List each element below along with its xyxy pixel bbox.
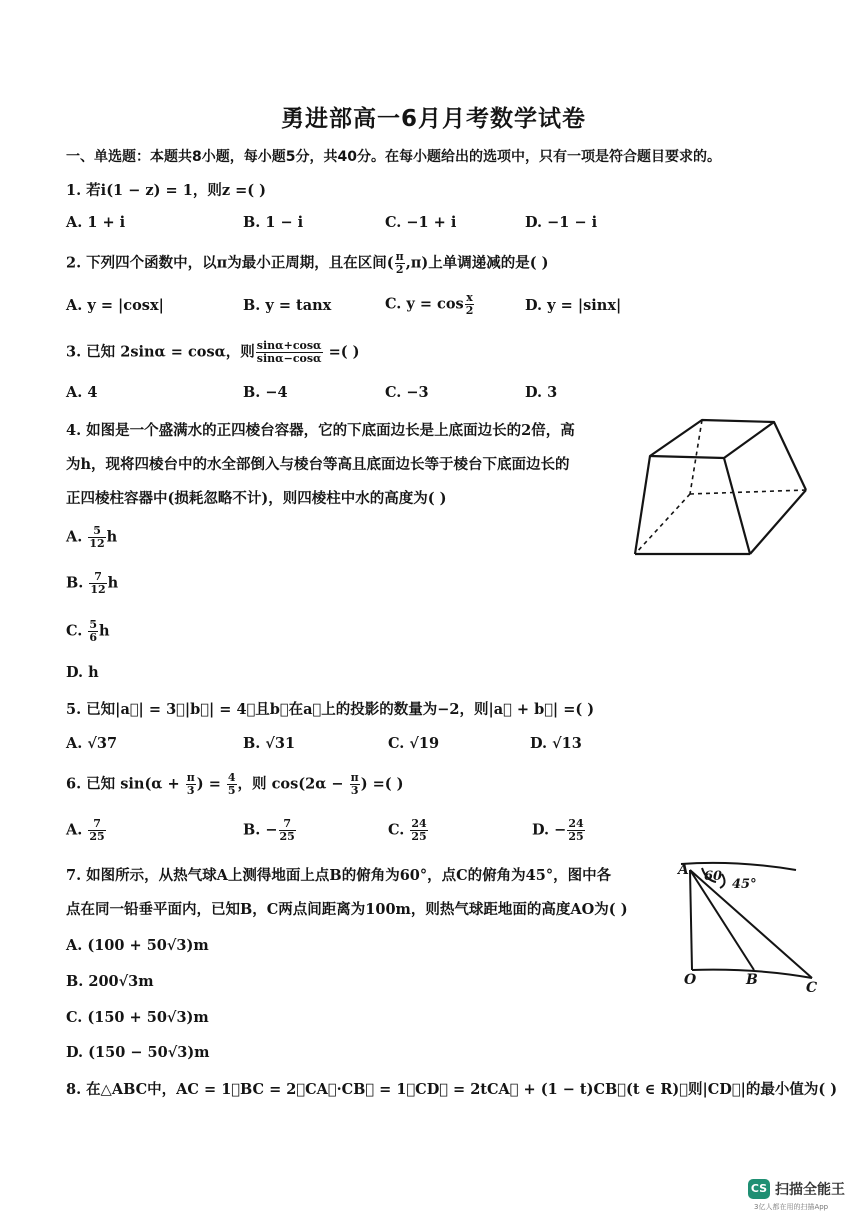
q2-stem-post: ,π)上单调递减的是( ): [405, 254, 549, 272]
label-angle-45: 45°: [732, 877, 757, 892]
vertical-ao: [690, 870, 692, 970]
q4a-fraction: [88, 525, 105, 550]
question-2-stem: [66, 251, 549, 276]
q6a-num: 7: [88, 818, 105, 831]
q4-option-b: [66, 571, 118, 596]
q6d-num: 24: [568, 817, 584, 830]
frustum-top-face: [650, 420, 774, 458]
q6-num-2: 4: [227, 771, 236, 784]
q3-option-d: D. 3: [525, 384, 558, 401]
q2-optc-text: C. y = cos: [385, 295, 464, 313]
q5-option-a: A. √37: [66, 735, 118, 752]
q6-num-3: π: [350, 771, 359, 784]
question-4-line-1: 4. 如图是一个盛满水的正四棱台容器，它的下底面边长是上底面边长的2倍，高: [66, 422, 575, 439]
q6-frac-2: [227, 772, 237, 797]
q3-frac-num: sinα+cosα: [256, 339, 322, 352]
question-1-stem: 1. 若i(1 − z) = 1，则z =( ): [66, 182, 267, 199]
q6-den-2: 5: [227, 784, 236, 797]
label-a: A: [678, 862, 689, 878]
frustum-hidden-back: [690, 490, 806, 494]
q2-frac-den: 2: [395, 263, 404, 276]
question-4-line-3: 正四棱柱容器中(损耗忽略不计)，则四棱柱中水的高度为( ): [66, 490, 447, 507]
q2-stem-pre: 2. 下列四个函数中，以π为最小正周期，且在区间(: [66, 254, 394, 272]
frustum-edge-front: [724, 458, 750, 554]
q6-option-d: [532, 818, 586, 843]
q6c-den: 25: [411, 830, 427, 843]
q4-option-d: D. h: [66, 664, 99, 681]
scanner-logo-icon: CS: [748, 1179, 770, 1199]
q1-option-a: A. 1 + i: [66, 214, 126, 231]
q3-option-b: B. −4: [243, 384, 288, 401]
q4b-num: 7: [89, 571, 106, 584]
q4a-pre: A.: [66, 528, 88, 546]
q4c-fraction: [88, 619, 98, 644]
q2-optc-num: x: [466, 291, 473, 304]
q6d-fraction: [567, 818, 584, 843]
question-3-stem: [66, 340, 359, 365]
q3-fraction: [256, 340, 323, 365]
q6b-num: 7: [279, 818, 296, 831]
q4b-pre: B.: [66, 574, 89, 592]
q6-frac-1: [186, 772, 196, 797]
q2-optc-den: 2: [465, 304, 474, 317]
q2-option-c: [385, 292, 475, 317]
question-5-stem: 5. 已知|a⃗| = 3，|b⃗| = 4，且b⃗在a⃗上的投影的数量为−2，则|a⃗ + b⃗| =( ): [66, 701, 595, 718]
q7-option-a: A. (100 + 50√3)m: [66, 937, 209, 954]
q7-option-c: C. (150 + 50√3)m: [66, 1009, 209, 1026]
q5-option-c: C. √19: [388, 735, 440, 752]
question-8-stem: 8. 在△ABC中，AC = 1，BC = 2，CA⃗·CB⃗ = 1，CD⃗ = 2tCA⃗ + (1 − t)CB⃗(t ∈ R)，则|CD⃗|的最小值为( ): [66, 1081, 838, 1098]
q3-option-a: A. 4: [66, 384, 98, 401]
scanner-tagline: 3亿人都在用的扫描App: [754, 1203, 829, 1211]
frustum-edge-left: [635, 456, 650, 554]
q7-option-b: B. 200√3m: [66, 973, 154, 990]
q4-option-c: [66, 619, 110, 644]
question-4-line-2: 为h，现将四棱台中的水全部倒入与棱台等高且底面边长等于棱台下底面边长的: [66, 456, 570, 473]
q4b-den: 12: [90, 583, 106, 596]
q4b-fraction: [89, 571, 106, 596]
q6-mid: ) =: [196, 775, 226, 793]
q6b-pre: B. −: [243, 821, 278, 839]
q3-option-c: C. −3: [385, 384, 429, 401]
label-angle-60: 60: [704, 869, 723, 884]
q4a-post: h: [106, 528, 118, 546]
q6b-den: 25: [279, 830, 295, 843]
section-heading: 一、单选题：本题共8小题，每小题5分，共40分。在每小题给出的选项中，只有一项是符合题目要求的。: [66, 149, 721, 165]
q1-option-c: C. −1 + i: [385, 214, 457, 231]
q6d-den: 25: [568, 830, 584, 843]
label-c: C: [806, 980, 818, 996]
q6-option-b: [243, 818, 297, 843]
q5-option-d: D. √13: [530, 735, 582, 752]
q6-post: ) =( ): [360, 775, 404, 793]
label-b: B: [746, 972, 758, 988]
q2-frac-num: π: [395, 250, 404, 263]
q6-frac-3: [350, 772, 360, 797]
question-7-line-1: 7. 如图所示，从热气球A上测得地面上点B的俯角为60°，点C的俯角为45°，图中各: [66, 867, 612, 884]
scanner-watermark: [748, 1175, 858, 1215]
scanner-app-name: 扫描全能王: [775, 1182, 845, 1198]
q6a-fraction: [88, 818, 105, 843]
q6c-num: 24: [411, 817, 427, 830]
frustum-figure: [630, 412, 815, 562]
frustum-edge-right: [774, 422, 806, 490]
q6-option-c: [388, 818, 429, 843]
q3-stem-pre: 3. 已知 2sinα = cosα，则: [66, 343, 255, 361]
frustum-bottom-right: [750, 490, 806, 554]
balloon-figure: [676, 856, 826, 996]
q6-option-a: [66, 818, 107, 843]
q2-option-d: D. y = |sinx|: [525, 297, 622, 314]
q2-optc-fraction: [465, 292, 475, 317]
q7-option-d: D. (150 − 50√3)m: [66, 1044, 210, 1061]
q6c-fraction: [410, 818, 427, 843]
q4c-pre: C.: [66, 622, 88, 640]
q2-fraction: [395, 251, 405, 276]
q6-den-1: 3: [186, 784, 195, 797]
q2-option-a: A. y = |cosx|: [66, 297, 164, 314]
q6-num-1: π: [186, 771, 195, 784]
q2-option-b: B. y = tanx: [243, 297, 332, 314]
q6a-den: 25: [89, 830, 105, 843]
q4a-den: 12: [89, 537, 105, 550]
q4c-post: h: [99, 622, 110, 640]
question-7-line-2: 点在同一铅垂平面内，已知B，C两点间距离为100m，则热气球距地面的高度AO为( ): [66, 901, 628, 918]
label-o: O: [684, 972, 697, 988]
q6b-fraction: [279, 818, 296, 843]
question-6-stem: [66, 772, 404, 797]
q4c-num: 5: [89, 618, 98, 631]
q4b-post: h: [107, 574, 119, 592]
horizontal-line: [681, 863, 796, 870]
q4a-num: 5: [88, 525, 105, 538]
q5-option-b: B. √31: [243, 735, 296, 752]
q6-mid-2: ，则 cos(2α −: [237, 775, 349, 793]
q6-pre: 6. 已知 sin(α +: [66, 775, 185, 793]
q4-option-a: [66, 525, 117, 550]
q4c-den: 6: [89, 631, 98, 644]
page-title: 勇进部高一6月月考数学试卷: [280, 106, 586, 132]
q3-stem-post: =( ): [323, 343, 360, 361]
q6c-pre: C.: [388, 821, 410, 839]
q1-option-d: D. −1 − i: [525, 214, 598, 231]
q3-frac-den: sinα−cosα: [256, 352, 322, 365]
q6-den-3: 3: [350, 784, 359, 797]
q6a-pre: A.: [66, 821, 88, 839]
q6d-pre: D. −: [532, 821, 567, 839]
q1-option-b: B. 1 − i: [243, 214, 304, 231]
